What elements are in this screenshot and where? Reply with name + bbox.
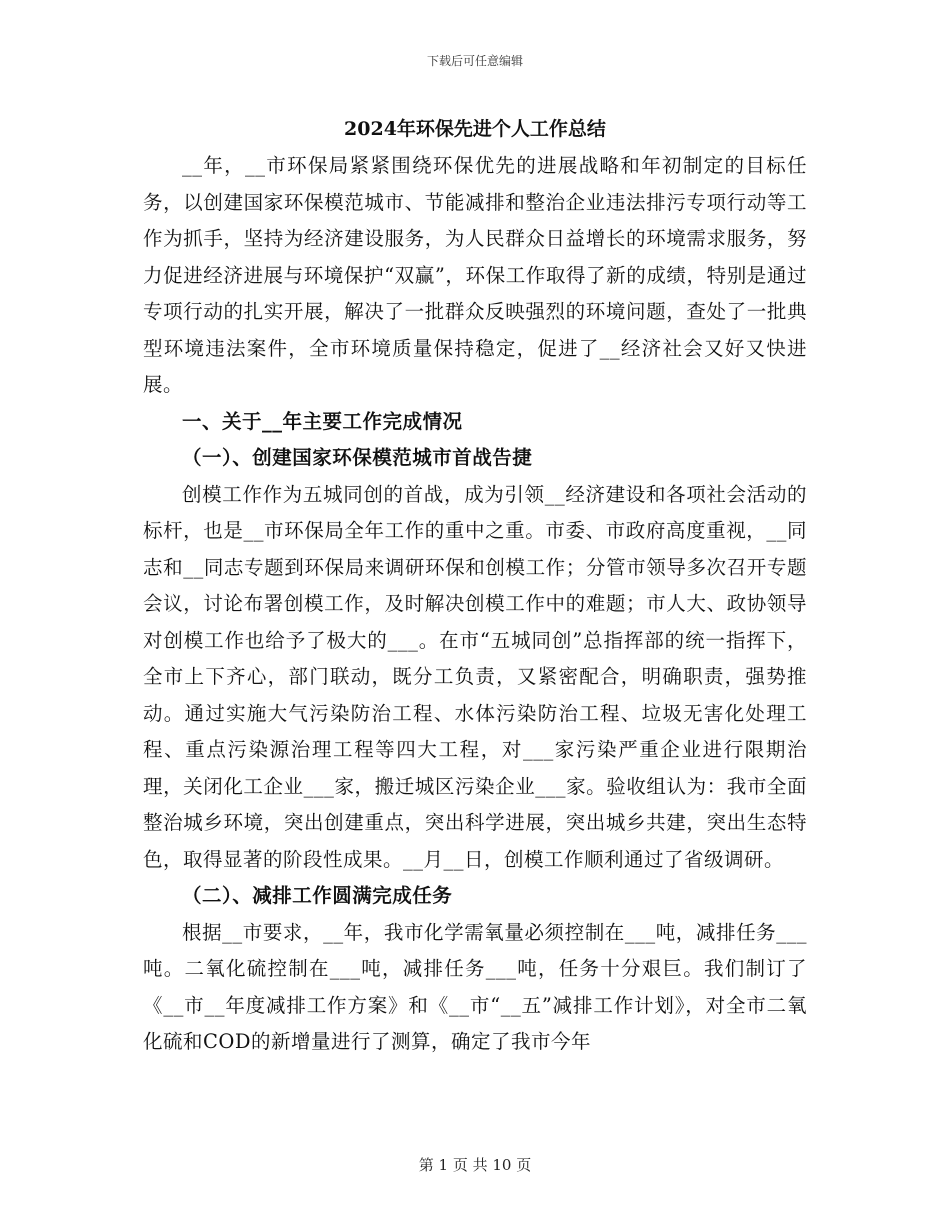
section-heading-1: 一、关于__年主要工作完成情况: [182, 409, 463, 433]
subsection-heading-2: （二）、减排工作圆满完成任务: [182, 884, 453, 907]
document-body: [143, 110, 807, 1061]
subsection-heading-1: （一）、创建国家环保模范城市首战告捷: [182, 446, 533, 469]
paragraph-emission-reduction: 根据__市要求，__年，我市化学需氧量必须控制在___吨，减排任务___吨。二氧化硫控制在___吨，减排任务___吨，任务十分艰巨。我们制订了《__市__年度减排工作方案》和《__市“__五”减排工作计划》，对全市二氧化硫和COD的新增量进行了测算，确定了我市今年: [143, 920, 807, 1053]
paragraph-model-city: 创模工作作为五城同创的首战，成为引领__经济建设和各项社会活动的标杆，也是__市环保局全年工作的重中之重。市委、市政府高度重视，__同志和__同志专题到环保局来调研环保和创模工作；分管市领导多次召开专题会议，讨论布署创模工作，及时解决创模工作中的难题；市人大、政协领导对创模工作也给予了极大的___。在市“五城同创”总指挥部的统一指挥下，全市上下齐心，部门联动，既分工负责，又紧密配合，明确职责，强势推动。通过实施大气污染防治工程、水体污染防治工程、垃圾无害化处理工程、重点污染源治理工程等四大工程，对___家污染严重企业进行限期治理，关闭化工企业___家，搬迁城区污染企业___家。验收组认为：我市全面整治城乡环境，突出创建重点，突出科学进展，突出城乡共建，突出生态特色，取得显著的阶段性成果。__月__日，创模工作顺利通过了省级调研。: [143, 482, 807, 871]
document-title: 2024年环保先进个人工作总结: [344, 118, 606, 140]
page-number: 第 1 页 共 10 页: [418, 1156, 532, 1174]
paragraph-intro: __年，__市环保局紧紧围绕环保优先的进展战略和年初制定的目标任务，以创建国家环保模范城市、节能减排和整治企业违法排污专项行动等工作为抓手，坚持为经济建设服务，为人民群众日益增长的环境需求服务，努力促进经济进展与环境保护“双赢”，环保工作取得了新的成绩，特别是通过专项行动的扎实开展，解决了一批群众反映强烈的环境问题，查处了一批典型环境违法案件，全市环境质量保持稳定，促进了__经济社会又好又快进展。: [143, 154, 807, 396]
page-header-note: 下载后可任意编辑: [426, 54, 523, 68]
